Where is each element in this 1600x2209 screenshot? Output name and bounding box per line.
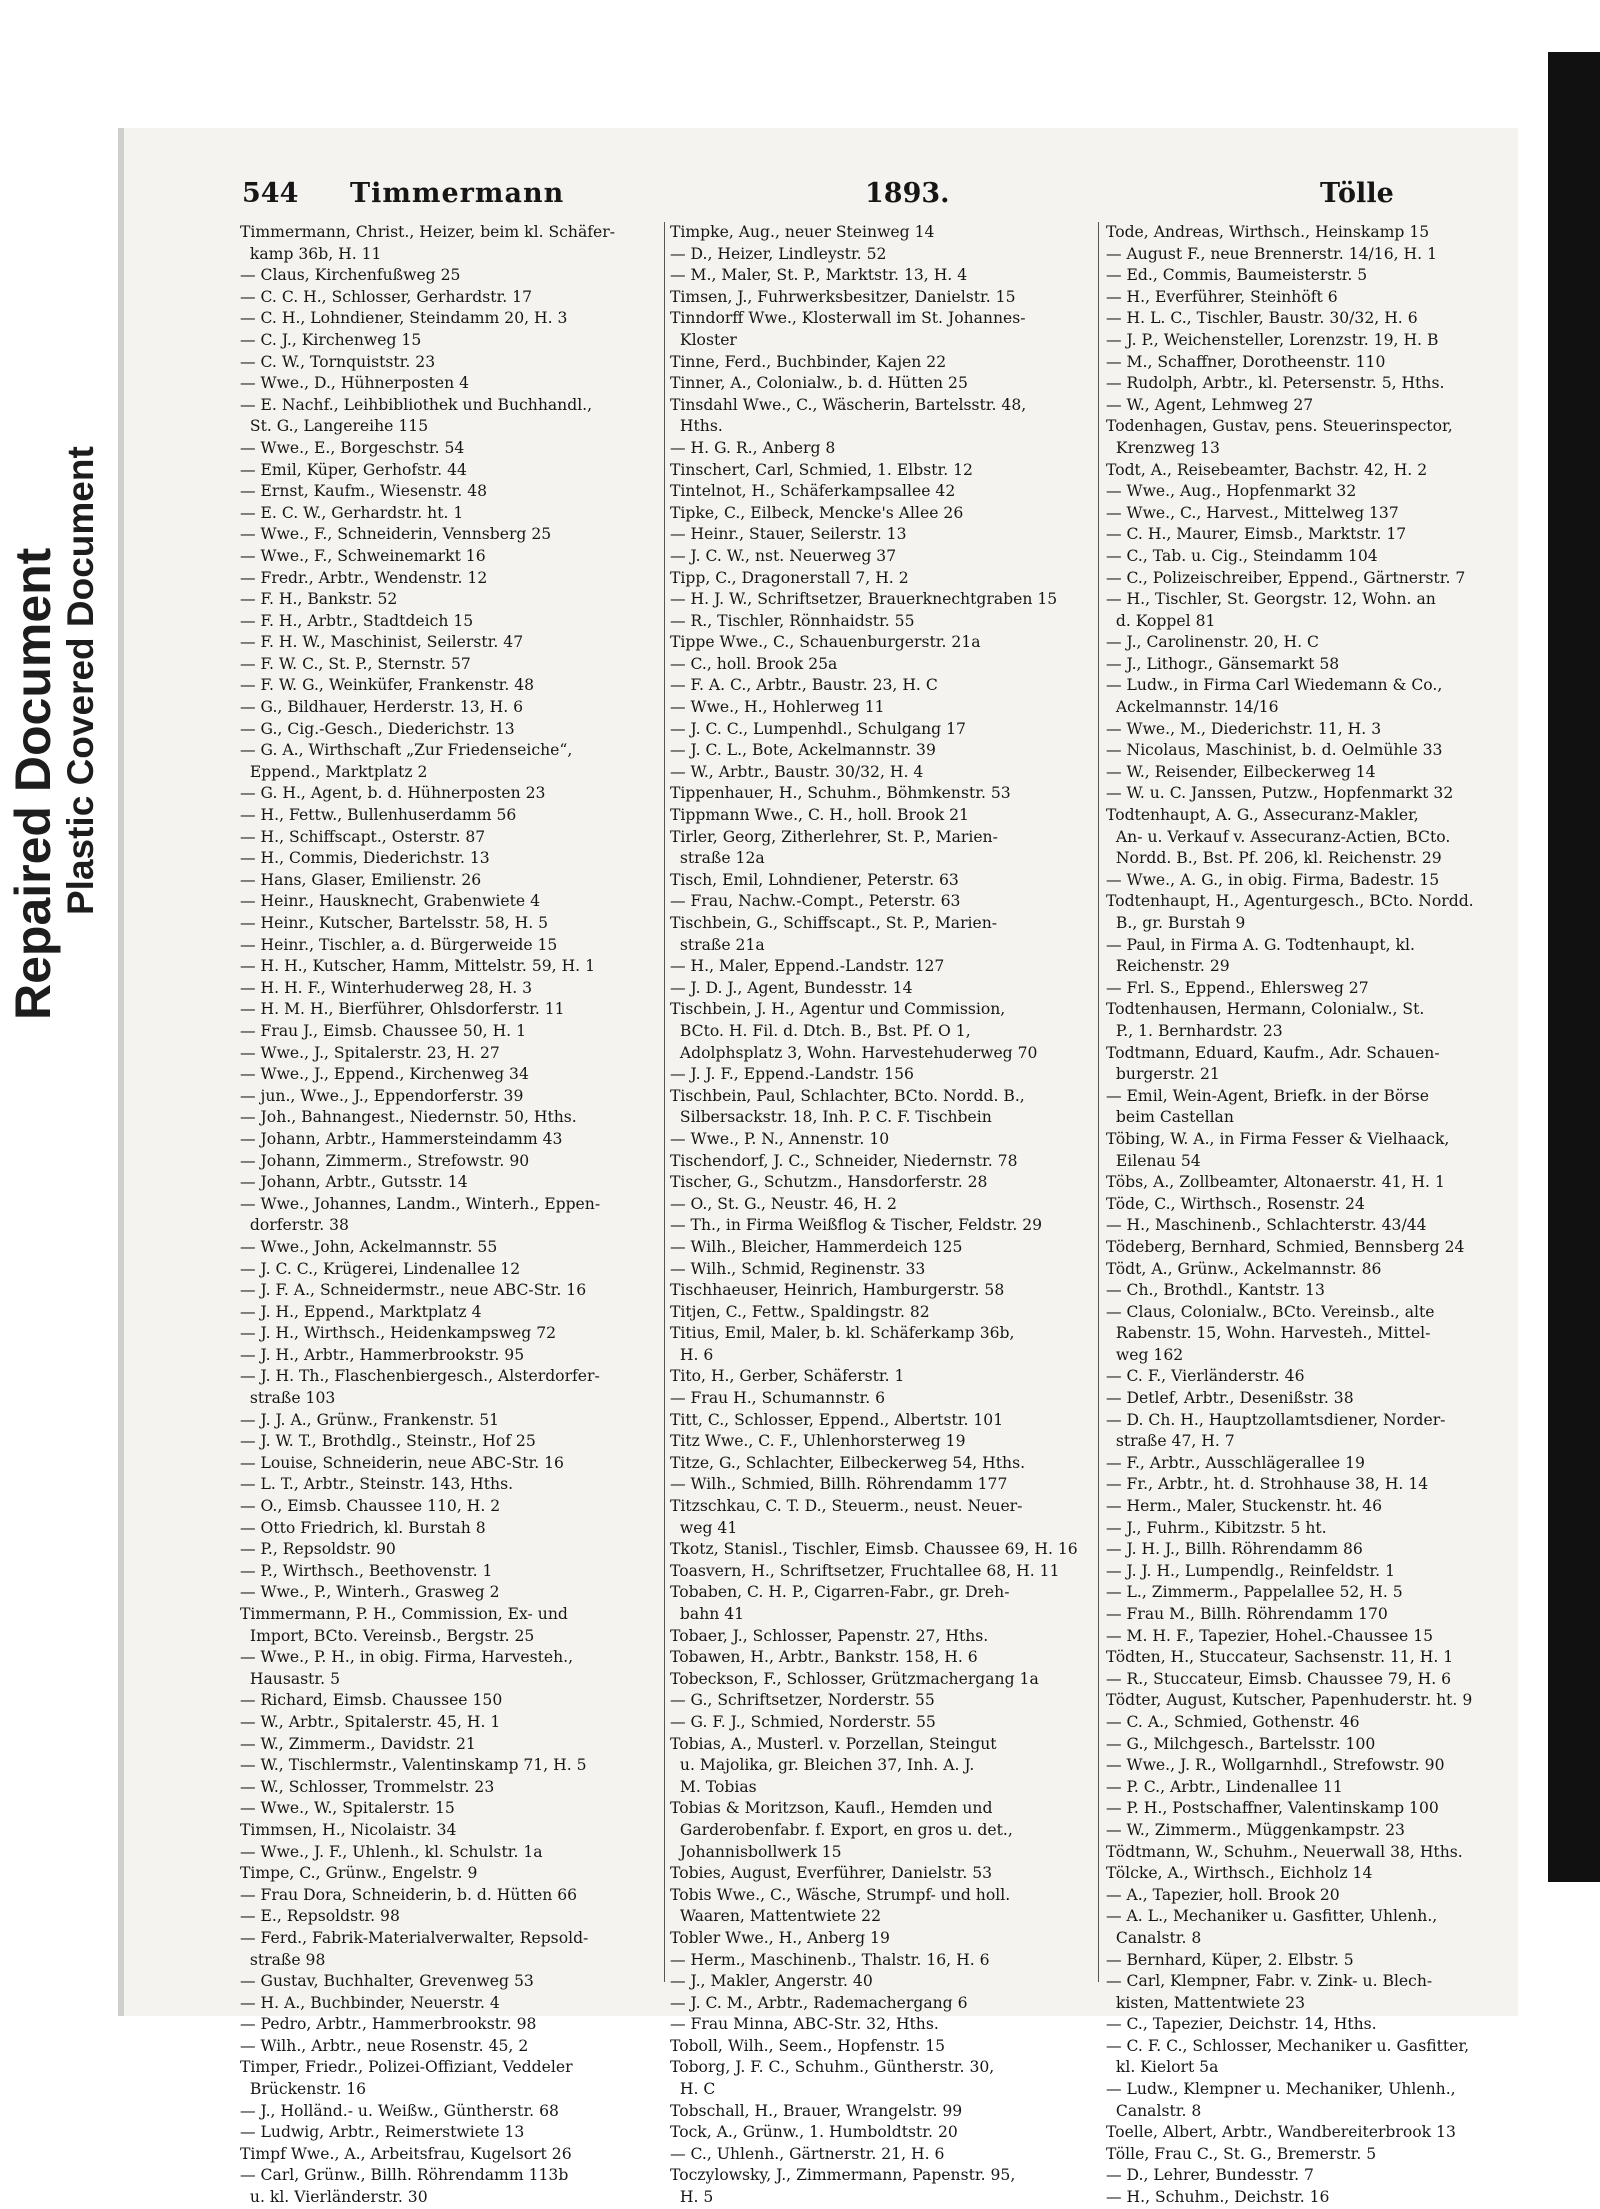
directory-entry: Todtmann, Eduard, Kaufm., Adr. Schauen- bbox=[1106, 1043, 1440, 1062]
directory-entry: P., 1. Bernhardstr. 23 bbox=[1106, 1021, 1283, 1040]
page-number: 544 bbox=[242, 178, 299, 209]
directory-entry: M. Tobias bbox=[670, 1777, 757, 1796]
directory-entry: Tipp, C., Dragonerstall 7, H. 2 bbox=[670, 568, 909, 587]
directory-entry: Titius, Emil, Maler, b. kl. Schäferkamp 36b, bbox=[670, 1324, 1015, 1343]
directory-entry: — M., Schaffner, Dorotheenstr. 110 bbox=[1106, 352, 1386, 371]
directory-entry: straße 103 bbox=[240, 1389, 336, 1408]
directory-entry: — Wilh., Schmid, Reginenstr. 33 bbox=[670, 1259, 926, 1278]
directory-entry: Todtenhaupt, A. G., Assecuranz-Makler, bbox=[1106, 806, 1419, 825]
directory-entry: An- u. Verkauf v. Assecuranz-Actien, BCto. bbox=[1106, 827, 1451, 846]
directory-entry: — Frl. S., Eppend., Ehlersweg 27 bbox=[1106, 978, 1369, 997]
directory-entry: — J., Carolinenstr. 20, H. C bbox=[1106, 633, 1319, 652]
directory-entry: — Claus, Colonialw., BCto. Vereinsb., alte bbox=[1106, 1302, 1435, 1321]
directory-entry: Titz Wwe., C. F., Uhlenhorsterweg 19 bbox=[670, 1432, 966, 1451]
directory-entry: — J. C. C., Krügerei, Lindenallee 12 bbox=[240, 1259, 521, 1278]
directory-entry: — D., Lehrer, Bundesstr. 7 bbox=[1106, 2166, 1314, 2185]
directory-entry: — Herm., Maler, Stuckenstr. ht. 46 bbox=[1106, 1497, 1383, 1516]
directory-entry: — Wilh., Arbtr., neue Rosenstr. 45, 2 bbox=[240, 2036, 529, 2055]
directory-entry: — H. M. H., Bierführer, Ohlsdorferstr. 11 bbox=[240, 1000, 565, 1019]
directory-entry: — D. Ch. H., Hauptzollamtsdiener, Norder- bbox=[1106, 1410, 1446, 1429]
directory-entry: Tintelnot, H., Schäferkampsallee 42 bbox=[670, 482, 956, 501]
directory-entry: Toborg, J. F. C., Schuhm., Güntherstr. 30, bbox=[670, 2058, 995, 2077]
directory-entry: — Ludw., Klempner u. Mechaniker, Uhlenh., bbox=[1106, 2080, 1456, 2099]
directory-entry: — Frau, Nachw.-Compt., Peterstr. 63 bbox=[670, 892, 961, 911]
directory-entry: Tinschert, Carl, Schmied, 1. Elbstr. 12 bbox=[670, 460, 973, 479]
directory-entry: — J., Lithogr., Gänsemarkt 58 bbox=[1106, 654, 1340, 673]
directory-entry: — Herm., Maschinenb., Thalstr. 16, H. 6 bbox=[670, 1950, 990, 1969]
directory-entry: — C. A., Schmied, Gothenstr. 46 bbox=[1106, 1712, 1360, 1731]
directory-entry: Tischendorf, J. C., Schneider, Niedernstr. 78 bbox=[670, 1151, 1018, 1170]
directory-entry: — J. W. T., Brothdlg., Steinstr., Hof 25 bbox=[240, 1432, 536, 1451]
directory-entry: — Johann, Zimmerm., Strefowstr. 90 bbox=[240, 1151, 530, 1170]
directory-entry: Eppend., Marktplatz 2 bbox=[240, 762, 428, 781]
directory-entry: Tischbein, Paul, Schlachter, BCto. Nordd. B., bbox=[670, 1086, 1025, 1105]
directory-entry: — Ch., Brothdl., Kantstr. 13 bbox=[1106, 1281, 1325, 1300]
directory-entry: — Pedro, Arbtr., Hammerbrookstr. 98 bbox=[240, 2015, 537, 2034]
directory-entry: — J. C. L., Bote, Ackelmannstr. 39 bbox=[670, 741, 936, 760]
directory-entry: Waaren, Mattentwiete 22 bbox=[670, 1907, 882, 1926]
column-3 bbox=[1106, 222, 1516, 2209]
directory-entry: — Ludw., in Firma Carl Wiedemann & Co., bbox=[1106, 676, 1443, 695]
directory-entry: Krenzweg 13 bbox=[1106, 438, 1220, 457]
directory-entry: Timpe, C., Grünw., Engelstr. 9 bbox=[240, 1864, 478, 1883]
directory-entry: Hausastr. 5 bbox=[240, 1669, 340, 1688]
directory-entry: — Heinr., Tischler, a. d. Bürgerweide 15 bbox=[240, 935, 558, 954]
directory-entry: Tock, A., Grünw., 1. Humboldtstr. 20 bbox=[670, 2123, 958, 2142]
directory-entry: — H., Tischler, St. Georgstr. 12, Wohn. an bbox=[1106, 590, 1436, 609]
directory-entry: — Wwe., J. R., Wollgarnhdl., Strefowstr. 90 bbox=[1106, 1756, 1445, 1775]
directory-entry: — J. C. C., Lumpenhdl., Schulgang 17 bbox=[670, 719, 966, 738]
directory-entry: — J. J. F., Eppend.-Landstr. 156 bbox=[670, 1065, 914, 1084]
directory-entry: — Wwe., F., Schweinemarkt 16 bbox=[240, 546, 486, 565]
directory-entry: Titze, G., Schlachter, Eilbeckerweg 54, Hths. bbox=[670, 1453, 1026, 1472]
directory-entry: Titzschkau, C. T. D., Steuerm., neust. Neuer- bbox=[670, 1497, 1023, 1516]
directory-entry: — Ed., Commis, Baumeisterstr. 5 bbox=[1106, 266, 1368, 285]
directory-entry: — D., Heizer, Lindleystr. 52 bbox=[670, 244, 887, 263]
directory-entry: — F. H., Arbtr., Stadtdeich 15 bbox=[240, 611, 474, 630]
directory-entry: Tölcke, A., Wirthsch., Eichholz 14 bbox=[1106, 1864, 1373, 1883]
directory-entry: Toczylowsky, J., Zimmermann, Papenstr. 95, bbox=[670, 2166, 1016, 2185]
directory-entry: Töde, C., Wirthsch., Rosenstr. 24 bbox=[1106, 1194, 1365, 1213]
directory-entry: — J. H. Th., Flaschenbiergesch., Alsterdorfer- bbox=[240, 1367, 600, 1386]
directory-entry: Timpke, Aug., neuer Steinweg 14 bbox=[670, 223, 935, 241]
directory-entry: — W., Arbtr., Spitalerstr. 45, H. 1 bbox=[240, 1712, 501, 1731]
directory-entry: — G., Cig.-Gesch., Diederichstr. 13 bbox=[240, 719, 515, 738]
directory-entry: Tippe Wwe., C., Schauenburgerstr. 21a bbox=[670, 633, 981, 652]
directory-entry: Tito, H., Gerber, Schäferstr. 1 bbox=[670, 1367, 905, 1386]
directory-entry: — Wwe., H., Hohlerweg 11 bbox=[670, 698, 885, 717]
directory-entry: — J. H., Wirthsch., Heidenkampsweg 72 bbox=[240, 1324, 557, 1343]
directory-entry: — P., Wirthsch., Beethovenstr. 1 bbox=[240, 1561, 493, 1580]
directory-entry: Tobawen, H., Arbtr., Bankstr. 158, H. 6 bbox=[670, 1648, 978, 1667]
directory-entry: — Joh., Bahnangest., Niedernstr. 50, Hths. bbox=[240, 1108, 577, 1127]
directory-entry: — Wilh., Schmied, Billh. Röhrendamm 177 bbox=[670, 1475, 1008, 1494]
directory-entry: — Wilh., Bleicher, Hammerdeich 125 bbox=[670, 1237, 963, 1256]
directory-entry: — Wwe., C., Harvest., Mittelweg 137 bbox=[1106, 503, 1399, 522]
directory-entry: — Johann, Arbtr., Gutsstr. 14 bbox=[240, 1173, 468, 1192]
directory-entry: — J. H., Arbtr., Hammerbrookstr. 95 bbox=[240, 1345, 525, 1364]
directory-entry: — Nicolaus, Maschinist, b. d. Oelmühle 33 bbox=[1106, 741, 1443, 760]
directory-entry: burgerstr. 21 bbox=[1106, 1065, 1220, 1084]
directory-entry: Toasvern, H., Schriftsetzer, Fruchtallee 68, H. 11 bbox=[670, 1561, 1060, 1580]
directory-entry: — Claus, Kirchenfußweg 25 bbox=[240, 266, 461, 285]
directory-entry: — F. W. C., St. P., Sternstr. 57 bbox=[240, 654, 471, 673]
directory-entry: — Frau Minna, ABC-Str. 32, Hths. bbox=[670, 2015, 939, 2034]
directory-entry: — W., Zimmerm., Davidstr. 21 bbox=[240, 1734, 476, 1753]
directory-entry: d. Koppel 81 bbox=[1106, 611, 1216, 630]
directory-entry: — Wwe., P. N., Annenstr. 10 bbox=[670, 1129, 890, 1148]
directory-entry: — Frau M., Billh. Röhrendamm 170 bbox=[1106, 1605, 1388, 1623]
directory-entry: — J. F. A., Schneidermstr., neue ABC-Str. 16 bbox=[240, 1281, 587, 1300]
directory-entry: — Ernst, Kaufm., Wiesenstr. 48 bbox=[240, 482, 488, 501]
directory-entry: — H., Everführer, Steinhöft 6 bbox=[1106, 287, 1338, 306]
directory-entry: — C. F., Vierländerstr. 46 bbox=[1106, 1367, 1305, 1386]
directory-entry: — R., Stuccateur, Eimsb. Chaussee 79, H. 6 bbox=[1106, 1669, 1452, 1688]
directory-entry: Tippmann Wwe., C. H., holl. Brook 21 bbox=[670, 806, 969, 825]
directory-entry: — J., Holländ.- u. Weißw., Güntherstr. 68 bbox=[240, 2101, 559, 2120]
directory-entry: — W., Zimmerm., Müggenkampstr. 23 bbox=[1106, 1820, 1405, 1839]
directory-entry: Timper, Friedr., Polizei-Offiziant, Veddeler bbox=[240, 2058, 573, 2077]
directory-entry: Adolphsplatz 3, Wohn. Harvestehuderweg 70 bbox=[670, 1043, 1038, 1062]
directory-entry: — H., Commis, Diederichstr. 13 bbox=[240, 849, 490, 868]
directory-entry: straße 47, H. 7 bbox=[1106, 1432, 1235, 1451]
directory-entry: — Frau J., Eimsb. Chaussee 50, H. 1 bbox=[240, 1021, 527, 1040]
directory-entry: Nordd. B., Bst. Pf. 206, kl. Reichenstr. 29 bbox=[1106, 849, 1442, 868]
directory-entry: Toboll, Wilh., Seem., Hopfenstr. 15 bbox=[670, 2036, 946, 2055]
directory-entry: Tippenhauer, H., Schuhm., Böhmkenstr. 53 bbox=[670, 784, 1011, 803]
directory-entry: Tödter, August, Kutscher, Papenhuderstr. ht. 9 bbox=[1106, 1691, 1473, 1710]
directory-entry: — W. u. C. Janssen, Putzw., Hopfenmarkt 32 bbox=[1106, 784, 1454, 803]
directory-entry: — Wwe., F., Schneiderin, Vennsberg 25 bbox=[240, 525, 552, 544]
directory-entry: — Wwe., P. H., in obig. Firma, Harvesteh., bbox=[240, 1648, 574, 1667]
directory-entry: Tinndorff Wwe., Klosterwall im St. Johannes- bbox=[670, 309, 1026, 328]
directory-entry: — W., Agent, Lehmweg 27 bbox=[1106, 395, 1314, 414]
directory-entry: — Wwe., Aug., Hopfenmarkt 32 bbox=[1106, 482, 1357, 501]
directory-entry: — Otto Friedrich, kl. Burstah 8 bbox=[240, 1518, 486, 1537]
directory-entry: Tischbein, G., Schiffscapt., St. P., Marien- bbox=[670, 914, 998, 932]
column-1 bbox=[240, 222, 660, 2209]
directory-entry: — Rudolph, Arbtr., kl. Petersenstr. 5, Hths. bbox=[1106, 374, 1445, 393]
directory-entry: — C. C. H., Schlosser, Gerhardstr. 17 bbox=[240, 287, 533, 306]
directory-entry: — August F., neue Brennerstr. 14/16, H. 1 bbox=[1106, 244, 1437, 263]
directory-entry: — C., Uhlenh., Gärtnerstr. 21, H. 6 bbox=[670, 2144, 945, 2163]
directory-entry: — J. D. J., Agent, Bundesstr. 14 bbox=[670, 978, 913, 997]
directory-entry: — E., Repsoldstr. 98 bbox=[240, 1907, 400, 1926]
directory-entry: u. kl. Vierländerstr. 30 bbox=[240, 2188, 428, 2207]
directory-entry: u. Majolika, gr. Bleichen 37, Inh. A. J. bbox=[670, 1756, 975, 1775]
directory-entry: St. G., Langereihe 115 bbox=[240, 417, 429, 436]
directory-entry: — Frau Dora, Schneiderin, b. d. Hütten 66 bbox=[240, 1885, 578, 1904]
directory-entry: Tödt, A., Grünw., Ackelmannstr. 86 bbox=[1106, 1259, 1382, 1278]
directory-entry: — O., Eimsb. Chaussee 110, H. 2 bbox=[240, 1497, 501, 1516]
directory-entry: — W., Tischlermstr., Valentinskamp 71, H. 5 bbox=[240, 1756, 587, 1775]
directory-entry: — C. F. C., Schlosser, Mechaniker u. Gasfitter, bbox=[1106, 2036, 1470, 2055]
right-keyword: Tölle bbox=[1320, 178, 1394, 209]
directory-entry: — H., Fettw., Bullenhuserdamm 56 bbox=[240, 806, 517, 825]
directory-entry: Silbersackstr. 18, Inh. P. C. F. Tischbein bbox=[670, 1108, 992, 1127]
directory-entry: — J. P., Weichensteller, Lorenzstr. 19, H. B bbox=[1106, 330, 1439, 349]
binder-edge bbox=[1548, 52, 1600, 1882]
directory-entry: Todt, A., Reisebeamter, Bachstr. 42, H. 2 bbox=[1106, 460, 1428, 479]
directory-entry: Canalstr. 8 bbox=[1106, 1928, 1202, 1947]
directory-page bbox=[230, 168, 1500, 2207]
directory-entry: Ackelmannstr. 14/16 bbox=[1106, 698, 1279, 717]
directory-entry: — Wwe., D., Hühnerposten 4 bbox=[240, 374, 470, 393]
directory-entry: Kloster bbox=[670, 330, 737, 349]
directory-entry: — H. A., Buchbinder, Neuerstr. 4 bbox=[240, 1993, 500, 2012]
directory-entry: — P., Repsoldstr. 90 bbox=[240, 1540, 396, 1559]
directory-entry: — C., holl. Brook 25a bbox=[670, 654, 838, 673]
directory-entry: Titjen, C., Fettw., Spaldingstr. 82 bbox=[670, 1302, 930, 1321]
directory-entry: Johannisbollwerk 15 bbox=[670, 1842, 842, 1861]
directory-entry: — F., Arbtr., Ausschlägerallee 19 bbox=[1106, 1453, 1365, 1472]
directory-entry: — H. H., Kutscher, Hamm, Mittelstr. 59, H. 1 bbox=[240, 957, 596, 976]
directory-entry: — C., Tapezier, Deichstr. 14, Hths. bbox=[1106, 2015, 1377, 2034]
directory-entry: Tobias, A., Musterl. v. Porzellan, Steingut bbox=[670, 1734, 997, 1753]
directory-entry: — Wwe., P., Winterh., Grasweg 2 bbox=[240, 1583, 500, 1602]
directory-entry: — F. H. W., Maschinist, Seilerstr. 47 bbox=[240, 633, 524, 652]
directory-entry: BCto. H. Fil. d. Dtch. B., Bst. Pf. O 1, bbox=[670, 1021, 971, 1040]
directory-entry: — Heinr., Hausknecht, Grabenwiete 4 bbox=[240, 892, 541, 911]
directory-entry: Tobler Wwe., H., Anberg 19 bbox=[670, 1928, 890, 1947]
directory-entry: Tobies, August, Everführer, Danielstr. 53 bbox=[670, 1864, 993, 1883]
directory-entry: Toelle, Albert, Arbtr., Wandbereiterbrook 13 bbox=[1106, 2123, 1456, 2142]
directory-entry: — Detlef, Arbtr., Desenißstr. 38 bbox=[1106, 1389, 1354, 1408]
directory-entry: — A., Tapezier, holl. Brook 20 bbox=[1106, 1885, 1340, 1904]
directory-entry: Todtenhaupt, H., Agenturgesch., BCto. Nordd. bbox=[1106, 892, 1474, 911]
directory-entry: weg 162 bbox=[1106, 1345, 1184, 1364]
directory-entry: — Heinr., Kutscher, Bartelsstr. 58, H. 5 bbox=[240, 914, 549, 932]
directory-entry: — Ludwig, Arbtr., Reimerstwiete 13 bbox=[240, 2123, 525, 2142]
directory-entry: — W., Schlosser, Trommelstr. 23 bbox=[240, 1777, 495, 1796]
directory-entry: Tobeckson, F., Schlosser, Grützmachergang 1a bbox=[670, 1669, 1039, 1688]
directory-entry: — Richard, Eimsb. Chaussee 150 bbox=[240, 1691, 503, 1710]
directory-entry: Tobschall, H., Brauer, Wrangelstr. 99 bbox=[670, 2101, 963, 2120]
directory-entry: — J. J. H., Lumpendlg., Reinfeldstr. 1 bbox=[1106, 1561, 1396, 1580]
directory-entry: Tödeberg, Bernhard, Schmied, Bennsberg 24 bbox=[1106, 1237, 1465, 1256]
directory-entry: — Wwe., W., Spitalerstr. 15 bbox=[240, 1799, 455, 1818]
directory-entry: B., gr. Burstah 9 bbox=[1106, 914, 1246, 932]
directory-entry: bahn 41 bbox=[670, 1605, 745, 1623]
directory-entry: — Wwe., E., Borgeschstr. 54 bbox=[240, 438, 465, 457]
directory-entry: Reichenstr. 29 bbox=[1106, 957, 1230, 976]
directory-entry: Garderobenfabr. f. Export, en gros u. det., bbox=[670, 1820, 1013, 1839]
directory-entry: — J. H. J., Billh. Röhrendamm 86 bbox=[1106, 1540, 1363, 1559]
directory-entry: Todtenhausen, Hermann, Colonialw., St. bbox=[1106, 1000, 1425, 1019]
directory-entry: Tisch, Emil, Lohndiener, Peterstr. 63 bbox=[670, 870, 959, 889]
directory-entry: — Th., in Firma Weißflog & Tischer, Feldstr. 29 bbox=[670, 1216, 1043, 1235]
directory-entry: H. 6 bbox=[670, 1345, 714, 1364]
directory-entry: — H. H. F., Winterhuderweg 28, H. 3 bbox=[240, 978, 533, 997]
directory-entry: — J. C. M., Arbtr., Rademachergang 6 bbox=[670, 1993, 968, 2012]
directory-entry: — Fredr., Arbtr., Wendenstr. 12 bbox=[240, 568, 488, 587]
directory-entry: — J., Makler, Angerstr. 40 bbox=[670, 1972, 873, 1991]
directory-entry: Tode, Andreas, Wirthsch., Heinskamp 15 bbox=[1106, 223, 1430, 241]
directory-entry: Tobaben, C. H. P., Cigarren-Fabr., gr. Dreh- bbox=[670, 1583, 1010, 1602]
directory-entry: — Wwe., M., Diederichstr. 11, H. 3 bbox=[1106, 719, 1382, 738]
directory-entry: Titt, C., Schlosser, Eppend., Albertstr. 101 bbox=[670, 1410, 1004, 1429]
directory-entry: — Carl, Grünw., Billh. Röhrendamm 113b bbox=[240, 2166, 569, 2185]
directory-entry: — C., Tab. u. Cig., Steindamm 104 bbox=[1106, 546, 1378, 565]
directory-entry: — Carl, Klempner, Fabr. v. Zink- u. Blech- bbox=[1106, 1972, 1433, 1991]
directory-entry: kisten, Mattentwiete 23 bbox=[1106, 1993, 1305, 2012]
directory-entry: Timsen, J., Fuhrwerksbesitzer, Danielstr. 15 bbox=[670, 287, 1016, 306]
directory-entry: — J. J. A., Grünw., Frankenstr. 51 bbox=[240, 1410, 500, 1429]
directory-entry: — Wwe., J. F., Uhlenh., kl. Schulstr. 1a bbox=[240, 1842, 543, 1861]
directory-entry: weg 41 bbox=[670, 1518, 738, 1537]
directory-entry: — jun., Wwe., J., Eppendorferstr. 39 bbox=[240, 1086, 524, 1105]
directory-entry: — P. H., Postschaffner, Valentinskamp 100 bbox=[1106, 1799, 1439, 1818]
directory-entry: — Johann, Arbtr., Hammersteindamm 43 bbox=[240, 1129, 563, 1148]
directory-entry: — C. H., Lohndiener, Steindamm 20, H. 3 bbox=[240, 309, 568, 328]
directory-entry: — F. A. C., Arbtr., Baustr. 23, H. C bbox=[670, 676, 938, 695]
directory-entry: — H. G. R., Anberg 8 bbox=[670, 438, 836, 457]
directory-entry: H. 5 bbox=[670, 2188, 714, 2207]
directory-entry: Brückenstr. 16 bbox=[240, 2080, 367, 2099]
directory-entry: kl. Kielort 5a bbox=[1106, 2058, 1219, 2077]
directory-entry: Tobaer, J., Schlosser, Papenstr. 27, Hths. bbox=[670, 1626, 989, 1645]
directory-entry: Tinsdahl Wwe., C., Wäscherin, Bartelsstr. 48, bbox=[670, 395, 1027, 414]
directory-entry: — H., Maschinenb., Schlachterstr. 43/44 bbox=[1106, 1216, 1427, 1235]
directory-entry: — H. L. C., Tischler, Baustr. 30/32, H. 6 bbox=[1106, 309, 1418, 328]
directory-entry: H. C bbox=[670, 2080, 716, 2099]
directory-entry: — Wwe., John, Ackelmannstr. 55 bbox=[240, 1237, 498, 1256]
directory-entry: Canalstr. 8 bbox=[1106, 2101, 1202, 2120]
directory-entry: — P. C., Arbtr., Lindenallee 11 bbox=[1106, 1777, 1343, 1796]
directory-entry: — Wwe., Johannes, Landm., Winterh., Eppen- bbox=[240, 1194, 601, 1213]
directory-entry: Tobias & Moritzson, Kaufl., Hemden und bbox=[670, 1799, 993, 1818]
directory-entry: Timmsen, H., Nicolaistr. 34 bbox=[240, 1820, 457, 1839]
directory-entry: — Ferd., Fabrik-Materialverwalter, Repsold- bbox=[240, 1928, 589, 1947]
directory-entry: — W., Reisender, Eilbeckerweg 14 bbox=[1106, 762, 1376, 781]
directory-entry: — Emil, Küper, Gerhofstr. 44 bbox=[240, 460, 467, 479]
directory-entry: Tödtmann, W., Schuhm., Neuerwall 38, Hths. bbox=[1106, 1842, 1463, 1861]
directory-entry: — C. W., Tornquiststr. 23 bbox=[240, 352, 436, 371]
directory-entry: — A. L., Mechaniker u. Gasfitter, Uhlenh., bbox=[1106, 1907, 1438, 1926]
directory-entry: — C. H., Maurer, Eimsb., Marktstr. 17 bbox=[1106, 525, 1407, 544]
directory-entry: — G., Milchgesch., Bartelsstr. 100 bbox=[1106, 1734, 1376, 1753]
year: 1893. bbox=[865, 178, 950, 209]
directory-entry: — Gustav, Buchhalter, Grevenweg 53 bbox=[240, 1972, 534, 1991]
directory-entry: — H., Schiffscapt., Osterstr. 87 bbox=[240, 827, 486, 846]
directory-entry: — H. J. W., Schriftsetzer, Brauerknechtgraben 15 bbox=[670, 590, 1058, 609]
directory-entry: — M. H. F., Tapezier, Hohel.-Chaussee 15 bbox=[1106, 1626, 1434, 1645]
directory-entry: — J. H., Eppend., Marktplatz 4 bbox=[240, 1302, 482, 1321]
directory-entry: — Wwe., A. G., in obig. Firma, Badestr. 15 bbox=[1106, 870, 1440, 889]
repair-label: Repaired Document bbox=[5, 547, 61, 1020]
directory-entry: Tinner, A., Colonialw., b. d. Hütten 25 bbox=[670, 374, 968, 393]
directory-entry: Timmermann, Christ., Heizer, beim kl. Schäfer- bbox=[240, 223, 615, 241]
directory-entry: Timpf Wwe., A., Arbeitsfrau, Kugelsort 26 bbox=[240, 2144, 572, 2163]
directory-entry: — Louise, Schneiderin, neue ABC-Str. 16 bbox=[240, 1453, 564, 1472]
directory-entry: — W., Arbtr., Baustr. 30/32, H. 4 bbox=[670, 762, 924, 781]
page-header bbox=[230, 178, 1500, 218]
directory-entry: Tischer, G., Schutzm., Hansdorferstr. 28 bbox=[670, 1173, 988, 1192]
directory-entry: dorferstr. 38 bbox=[240, 1216, 349, 1235]
cover-label: Plastic Covered Document bbox=[60, 446, 101, 915]
column-2 bbox=[670, 222, 1090, 2209]
directory-entry: straße 98 bbox=[240, 1950, 326, 1969]
directory-entry: straße 12a bbox=[670, 849, 765, 868]
directory-entry: — F. W. G., Weinküfer, Frankenstr. 48 bbox=[240, 676, 535, 695]
directory-entry: — Hans, Glaser, Emilienstr. 26 bbox=[240, 870, 482, 889]
directory-entry: — F. H., Bankstr. 52 bbox=[240, 590, 398, 609]
directory-entry: Timmermann, P. H., Commission, Ex- und bbox=[240, 1605, 568, 1623]
directory-entry: Todenhagen, Gustav, pens. Steuerinspector, bbox=[1106, 417, 1453, 436]
directory-entry: — C. J., Kirchenweg 15 bbox=[240, 330, 422, 349]
directory-entry: — R., Tischler, Rönnhaidstr. 55 bbox=[670, 611, 915, 630]
directory-entry: — H., Maler, Eppend.-Landstr. 127 bbox=[670, 957, 945, 976]
directory-entry: — H., Schuhm., Deichstr. 16 bbox=[1106, 2188, 1330, 2207]
directory-entry: Hths. bbox=[670, 417, 723, 436]
directory-entry: — M., Maler, St. P., Marktstr. 13, H. 4 bbox=[670, 266, 968, 285]
column-divider bbox=[664, 222, 665, 1982]
directory-entry: — L., Zimmerm., Pappelallee 52, H. 5 bbox=[1106, 1583, 1403, 1602]
directory-entry: — Wwe., J., Eppend., Kirchenweg 34 bbox=[240, 1065, 529, 1084]
directory-entry: — Frau H., Schumannstr. 6 bbox=[670, 1389, 886, 1408]
directory-entry: — Wwe., J., Spitalerstr. 23, H. 27 bbox=[240, 1043, 500, 1062]
directory-entry: — C., Polizeischreiber, Eppend., Gärtnerstr. 7 bbox=[1106, 568, 1466, 587]
directory-entry: Tinne, Ferd., Buchbinder, Kajen 22 bbox=[670, 352, 947, 371]
directory-entry: Tödten, H., Stuccateur, Sachsenstr. 11, H. 1 bbox=[1106, 1648, 1454, 1667]
directory-entry: — Heinr., Stauer, Seilerstr. 13 bbox=[670, 525, 907, 544]
directory-entry: — E. Nachf., Leihbibliothek und Buchhandl., bbox=[240, 395, 593, 414]
directory-entry: — G., Bildhauer, Herderstr. 13, H. 6 bbox=[240, 698, 524, 717]
directory-entry: Töbing, W. A., in Firma Fesser & Vielhaack, bbox=[1106, 1129, 1450, 1148]
directory-entry: — J. C. W., nst. Neuerweg 37 bbox=[670, 546, 897, 565]
directory-entry: — G. A., Wirthschaft „Zur Friedenseiche“, bbox=[240, 741, 573, 760]
directory-entry: — G. F. J., Schmied, Norderstr. 55 bbox=[670, 1712, 936, 1731]
directory-entry: — J., Fuhrm., Kibitzstr. 5 ht. bbox=[1106, 1518, 1327, 1537]
directory-entry: — G. H., Agent, b. d. Hühnerposten 23 bbox=[240, 784, 546, 803]
directory-entry: Rabenstr. 15, Wohn. Harvesteh., Mittel- bbox=[1106, 1324, 1431, 1343]
directory-entry: Tipke, C., Eilbeck, Mencke's Allee 26 bbox=[670, 503, 964, 522]
directory-entry: — Emil, Wein-Agent, Briefk. in der Börse bbox=[1106, 1086, 1429, 1105]
directory-entry: — G., Schriftsetzer, Norderstr. 55 bbox=[670, 1691, 935, 1710]
scanner-margin bbox=[0, 0, 118, 2177]
directory-entry: Tölle, Frau C., St. G., Bremerstr. 5 bbox=[1106, 2144, 1377, 2163]
directory-entry: kamp 36b, H. 11 bbox=[240, 244, 382, 263]
column-divider bbox=[1098, 222, 1099, 1982]
directory-entry: Tischbein, J. H., Agentur und Commission, bbox=[670, 1000, 1006, 1019]
directory-entry: Tkotz, Stanisl., Tischler, Eimsb. Chaussee 69, H. 16 bbox=[670, 1540, 1078, 1559]
directory-entry: — Fr., Arbtr., ht. d. Strohhause 38, H. 14 bbox=[1106, 1475, 1429, 1494]
left-keyword: Timmermann bbox=[350, 178, 565, 209]
directory-entry: Tobis Wwe., C., Wäsche, Strumpf- und holl. bbox=[670, 1885, 1011, 1904]
directory-entry: — O., St. G., Neustr. 46, H. 2 bbox=[670, 1194, 897, 1213]
directory-entry: Tischhaeuser, Heinrich, Hamburgerstr. 58 bbox=[670, 1281, 1005, 1300]
directory-entry: straße 21a bbox=[670, 935, 765, 954]
directory-entry: — Paul, in Firma A. G. Todtenhaupt, kl. bbox=[1106, 935, 1415, 954]
directory-entry: — E. C. W., Gerhardstr. ht. 1 bbox=[240, 503, 464, 522]
directory-entry: Töbs, A., Zollbeamter, Altonaerstr. 41, H. 1 bbox=[1106, 1173, 1445, 1192]
directory-entry: Tirler, Georg, Zitherlehrer, St. P., Marien- bbox=[670, 827, 998, 846]
directory-entry: Eilenau 54 bbox=[1106, 1151, 1201, 1170]
directory-entry: Import, BCto. Vereinsb., Bergstr. 25 bbox=[240, 1626, 535, 1645]
directory-entry: — Bernhard, Küper, 2. Elbstr. 5 bbox=[1106, 1950, 1354, 1969]
directory-entry: beim Castellan bbox=[1106, 1108, 1234, 1127]
directory-entry: — L. T., Arbtr., Steinstr. 143, Hths. bbox=[240, 1475, 514, 1494]
